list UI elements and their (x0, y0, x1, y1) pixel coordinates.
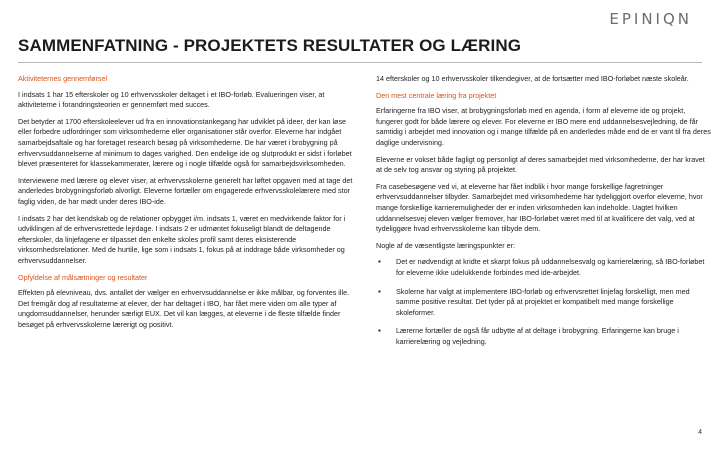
epinion-logo: EPINIQN (609, 10, 692, 28)
list-item-text: Skolerne har valgt at implementere IBO-forløb og erhvervsrettet linjefag forskelligt, men med samme positive resultat. Det tyder på at projektet er kompatibelt med mange forskellige skoleformer. (396, 286, 690, 317)
left-column (18, 74, 354, 336)
paragraph: Effekten på elevniveau, dvs. antallet der vælger en erhvervsuddannelse er ikke målbar, og forventes ille. Det fremgår dog af resultaterne at elever, der har deltaget i IBO, har fået mere viden om alle typer af ungdomsuddannelser, herunder særligt EUX. Det vil kan lægges, at eleverne i de fleste tilfælde finder besøget på erhvervsskolerne lærerigt og positivt. (18, 288, 350, 329)
paragraph: 14 efterskoler og 10 erhvervsskoler tilkendegiver, at de fortsætter med IBO-forløbet næste skoleår. (376, 74, 689, 83)
section-heading-activities: Aktiviteternes gennemførsel (18, 74, 108, 83)
paragraph: Eleverne er vokset både fagligt og personligt af deres samarbejdet med virksomhederne, der har kravet at de selv tog ansvar og styring på projektet. (376, 154, 705, 175)
title-divider (18, 62, 702, 63)
section-heading-learning: Den mest centrale læring fra projektet (376, 90, 497, 100)
paragraph: Fra casebesøgene ved vi, at eleverne har fået indblik i hvor mange forskellige fagretninger erhvervsuddannelser tilbyder. Samarbejdet med virksomhederne har tydeliggjort overfor eleverne, hvor mange forskellige karrieremuligheder der er inden virksomheden kan indeholde. Uagtet hvilken uddannelsesvej eleven vælger fremover, har IBO-forløbet været med til at kvalificere det valg, ved at tydeliggøre hvad erhvervsskolerne kan tilbyde dem. (376, 181, 703, 234)
list-item (376, 257, 712, 278)
paragraph: Nogle af de væsentligste læringspunkter er: (376, 240, 516, 250)
paragraph: Erfaringerne fra IBO viser, at brobygningsforløb med en agenda, i form af eleverne ide og projekt, fungerer godt for både lærere og elever. For eleverne er IBO mere end uddannelsesvejledning, de får samtidig i arbejdet med innovation og i mange tilfælde på en anderledes måde end de er vant til fra deres daglige undervisning. (376, 106, 711, 147)
paragraph: Det betyder at 1700 efterskoleelever ud fra en innovationstankegang har udviklet på ideer, der kan løse eller forbedre udfordringer som virksomhederne eller organisationer står overfor. Eleverne har indgået samarbejdsaftale og har foretaget research besøg på virksomhederne. De har været i brobygning på erhvervsuddannelserne af minimum to dages varighed. Den endelige ide og slutprodukt er sidst i forløbet blevet præsenteret for klassekammerater, lærere og i nogle tilfælde også for samarbejdsvirksomheden. (18, 116, 352, 169)
learning-points-list (376, 257, 712, 347)
page-number: 4 (698, 429, 702, 436)
list-item (376, 287, 712, 319)
list-item (376, 326, 712, 347)
paragraph: Interviewene med lærere og elever viser, at erhvervsskolerne generelt har løftet opgaven med at tage det anderledes brobygningsforløb alvorligt. Eleverne fortæller om engagerede erhvervsskolelærere med stor faglig viden, de har mødt under deres IBO-ide. (18, 175, 353, 206)
page-title: SAMMENFATNING - PROJEKTETS RESULTATER OG LÆRING (18, 36, 522, 55)
right-column (376, 74, 712, 355)
list-item-text: Det er nødvendigt at kridte et skarpt fokus på uddannelsesvalg og karrierelæring, så IBO-forløbet for eleverne ikke udelukkende forbindes med ide-arbejdet. (396, 257, 705, 277)
paragraph: I indsats 2 har det kendskab og de relationer opbygget i/m. indsats 1, været en medvirkende faktor for i udviklingen af de erhvervsrettede lejrdage. I indsats 2 er udmøntet fokuseligt blandt de deltagende efterskoler, da linjefagene er tilpasset den enkelte skoles profil samt deres eksisterende virksomhedsrelationer. Med de hurtile, lige som i indsats 1, fokus på at inddrage både virksomheder og erhvervsuddannelser. (18, 213, 346, 265)
bullet-icon: ▪ (378, 257, 381, 267)
list-item-text: Lærerne fortæller de også får udbytte af at deltage i brobygning. Erfaringerne kan bruge i karrierelæring og vejledning. (396, 326, 679, 346)
paragraph: I indsats 1 har 15 efterskoler og 10 erhvervsskoler deltaget i et IBO-forløb. Evalueringen viser, at aktiviteterne i forandringsteorien er gennemført med succes. (18, 89, 325, 110)
section-heading-goals: Opfyldelse af målsætninger og resultater (18, 272, 148, 282)
bullet-icon: ▪ (378, 326, 381, 336)
bullet-icon: ▪ (378, 286, 381, 296)
